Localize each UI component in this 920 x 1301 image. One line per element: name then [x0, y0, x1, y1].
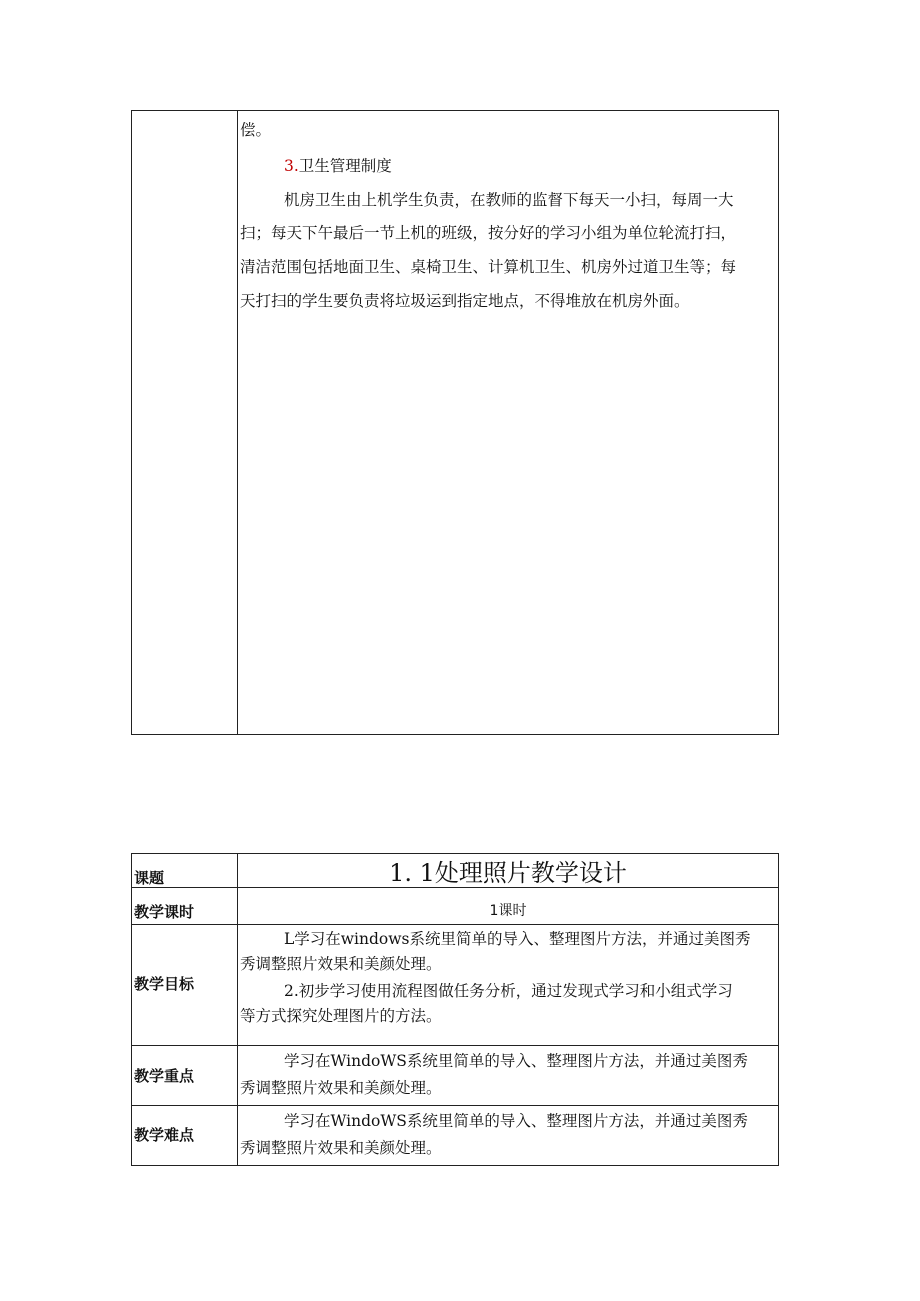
difficulty-line-1: 学习在WindoWS系统里简单的导入、整理图片方法，并通过美图秀: [284, 1112, 748, 1130]
difficulty-line-2: 秀调整照片效果和美颜处理。: [240, 1139, 442, 1157]
upper-paragraph-line-4: 天打扫的学生要负责将垃圾运到指定地点，不得堆放在机房外面。: [240, 292, 690, 310]
row-separator-3: [131, 1045, 779, 1046]
hours-label: 教学课时: [134, 903, 195, 921]
row-separator-4: [131, 1105, 779, 1106]
section-heading: [284, 156, 392, 176]
difficulty-label: 教学难点: [134, 1126, 195, 1144]
key-points-label: 教学重点: [134, 1067, 195, 1085]
goals-line-2: 秀调整照片效果和美颜处理。: [240, 955, 442, 973]
topic-label: 课题: [134, 869, 165, 887]
goals-line-1: L学习在windows系统里简单的导入、整理图片方法，并通过美图秀: [284, 930, 751, 948]
section-heading-number: 3.: [284, 157, 299, 175]
upper-paragraph-line-3: 清洁范围包括地面卫生、桌椅卫生、计算机卫生、机房外过道卫生等；每: [240, 258, 737, 276]
goals-label: 教学目标: [134, 975, 195, 993]
key-points-line-2: 秀调整照片效果和美颜处理。: [240, 1079, 442, 1097]
section-heading-text: 卫生管理制度: [298, 157, 392, 175]
upper-table-divider: [237, 110, 238, 735]
goals-line-3: 2.初步学习使用流程图做任务分析，通过发现式学习和小组式学习: [284, 982, 733, 1000]
key-points-line-1: 学习在WindoWS系统里简单的导入、整理图片方法，并通过美图秀: [284, 1052, 748, 1070]
upper-line-1: 偿。: [240, 121, 272, 139]
upper-paragraph-line-1: 机房卫生由上机学生负责，在教师的监督下每天一小扫，每周一大: [284, 191, 734, 209]
row-separator-2: [131, 924, 779, 925]
upper-paragraph-line-2: 扫；每天下午最后一节上机的班级，按分好的学习小组为单位轮流打扫，: [240, 224, 737, 242]
hours-value: 1课时: [489, 903, 527, 919]
lesson-table-divider: [237, 853, 238, 1166]
topic-title: 1. 1处理照片教学设计: [389, 859, 627, 887]
goals-line-4: 等方式探究处理图片的方法。: [240, 1007, 442, 1025]
